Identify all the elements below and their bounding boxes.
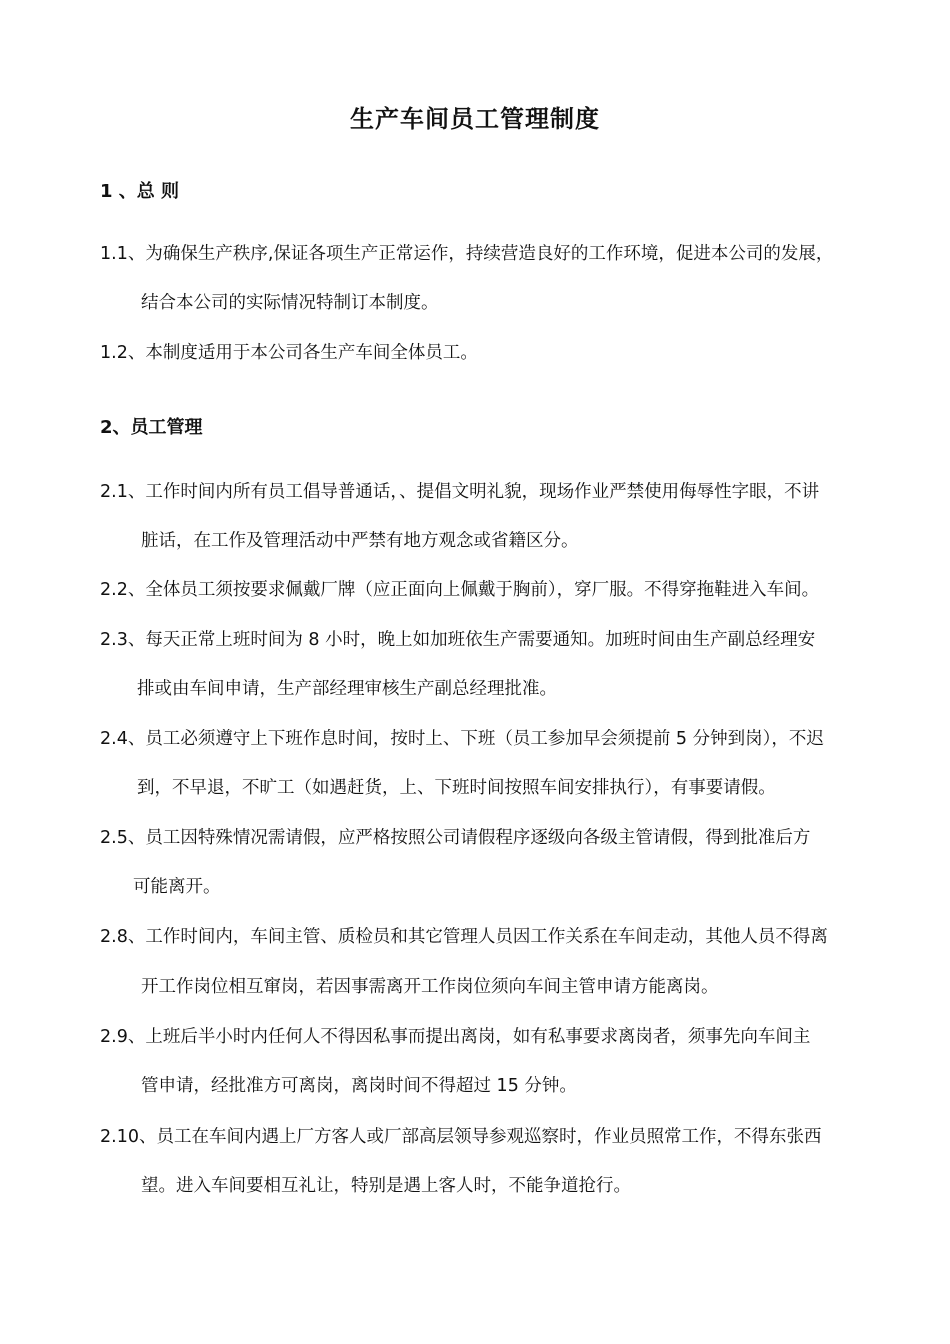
clause-2-5-line-1: 2.5、员工因特殊情况需请假，应严格按照公司请假程序逐级向各级主管请假，得到批准后方 (100, 828, 811, 848)
clause-2-1-line-2: 脏话，在工作及管理活动中严禁有地方观念或省籍区分。 (141, 531, 579, 551)
clause-2-8-line-1: 2.8、工作时间内，车间主管、质检员和其它管理人员因工作关系在车间走动，其他人员不得离 (100, 927, 828, 947)
clause-1-2: 1.2、本制度适用于本公司各生产车间全体员工。 (100, 343, 478, 363)
clause-2-5-line-2: 可能离开。 (133, 877, 221, 897)
clause-2-1-line-1: 2.1、工作时间内所有员工倡导普通话，、提倡文明礼貌，现场作业严禁使用侮辱性字眼，不讲 (100, 482, 820, 502)
clause-2-10-line-2: 望。进入车间要相互礼让，特别是遇上客人时，不能争道抢行。 (141, 1176, 631, 1196)
section-heading-general: 1 、总 则 (100, 181, 180, 202)
clause-2-9-line-1: 2.9、上班后半小时内任何人不得因私事而提出离岗，如有私事要求离岗者，须事先向车间主 (100, 1027, 811, 1047)
clause-2-3-line-1: 2.3、每天正常上班时间为 8 小时，晚上如加班依生产需要通知。加班时间由生产副总经理安 (100, 630, 816, 650)
clause-2-9-line-2: 管申请，经批准方可离岗，离岗时间不得超过 15 分钟。 (141, 1076, 577, 1096)
clause-1-1-line-1: 1.1、为确保生产秩序,保证各项生产正常运作，持续营造良好的工作环境，促进本公司的发展， (100, 244, 834, 264)
clause-1-1-line-2: 结合本公司的实际情况特制订本制度。 (141, 293, 439, 313)
clause-2-3-line-2: 排或由车间申请，生产部经理审核生产副总经理批准。 (137, 679, 557, 699)
clause-2-4-line-2: 到，不早退，不旷工（如遇赶货，上、下班时间按照车间安排执行），有事要请假。 (137, 778, 776, 798)
clause-2-2: 2.2、全体员工须按要求佩戴厂牌（应正面向上佩戴于胸前），穿厂服。不得穿拖鞋进入车间。 (100, 580, 820, 600)
document-title: 生产车间员工管理制度 (350, 105, 600, 133)
clause-2-8-line-2: 开工作岗位相互窜岗，若因事需离开工作岗位须向车间主管申请方能离岗。 (141, 977, 719, 997)
section-heading-staff-management: 2、员工管理 (100, 417, 203, 438)
clause-2-4-line-1: 2.4、员工必须遵守上下班作息时间，按时上、下班（员工参加早会须提前 5 分钟到岗），不迟 (100, 729, 824, 749)
clause-2-10-line-1: 2.10、员工在车间内遇上厂方客人或厂部高层领导参观巡察时，作业员照常工作，不得东张西 (100, 1127, 822, 1147)
